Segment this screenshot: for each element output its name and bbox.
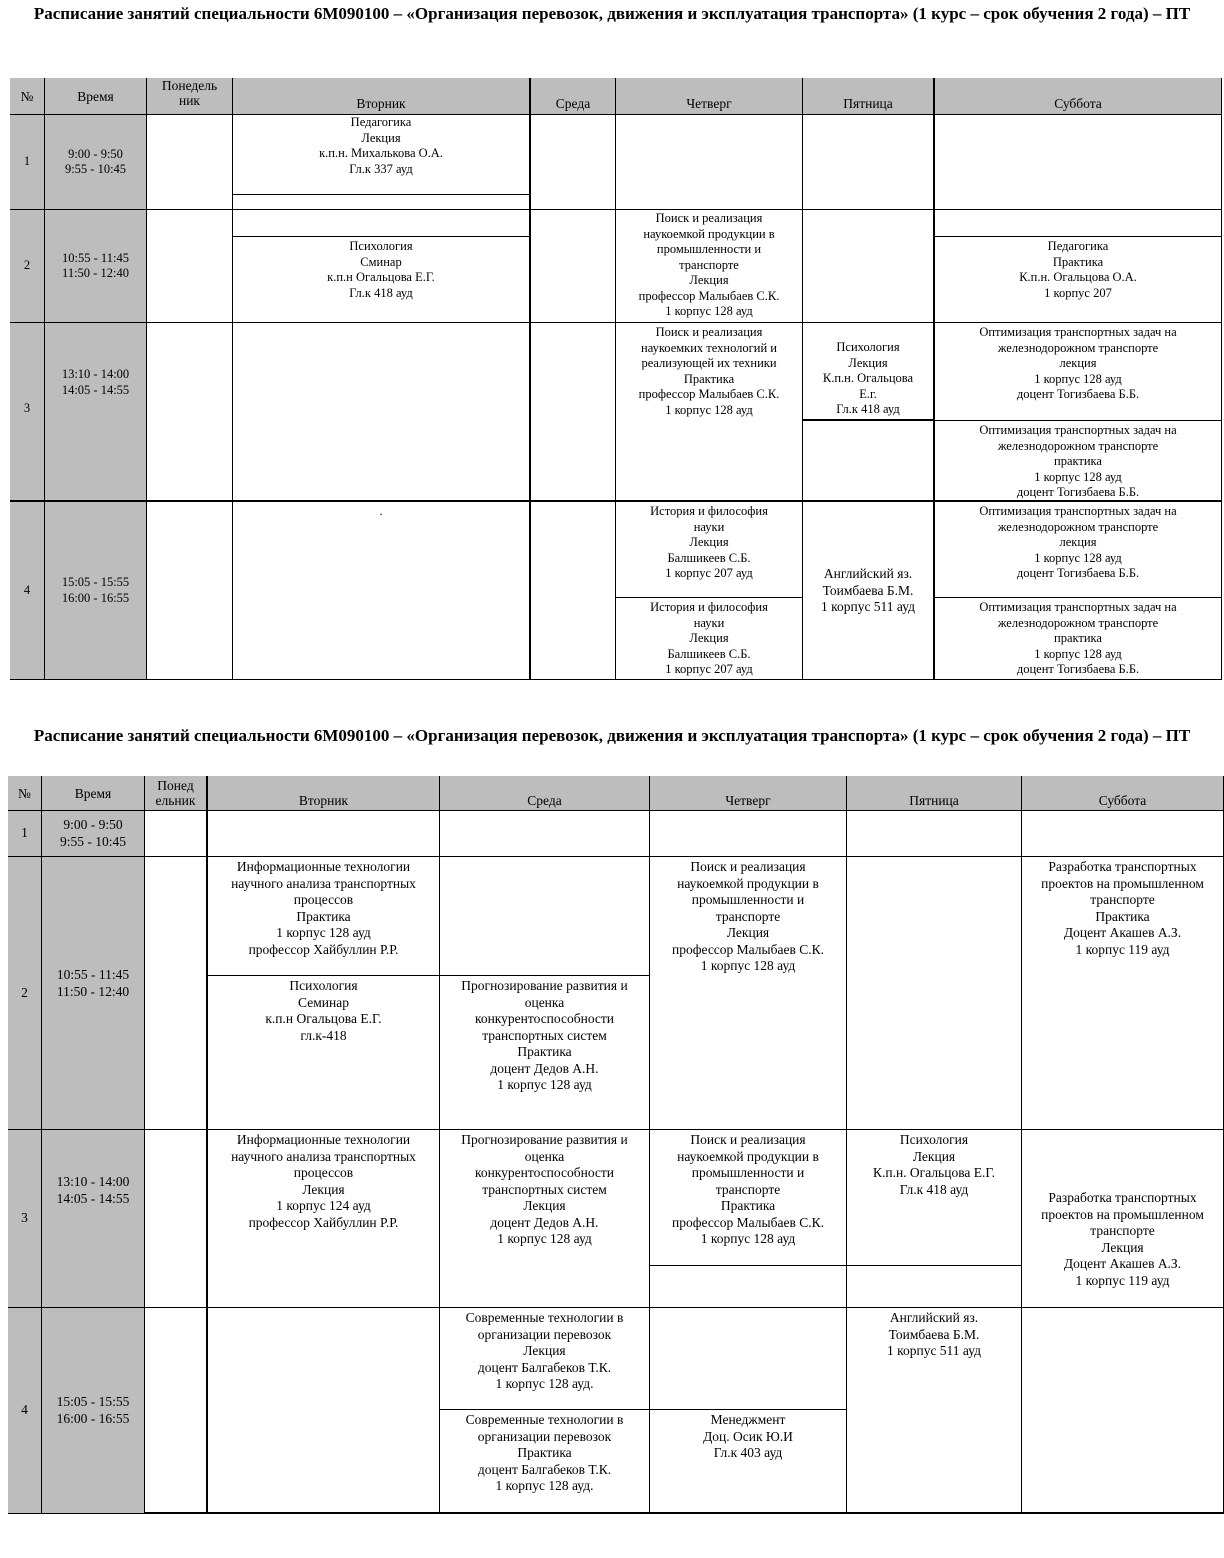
saturday-slot-4-lecture: Оптимизация транспортных задач на железнодорожном транспорте лекция 1 корпус 128 ауд доцент Тогизбаева Б.Б. [935,502,1222,598]
friday-slot-2 [847,857,1022,1130]
friday-slot-3-empty [803,421,935,502]
tuesday-slot-2-seminar: Психология Семинар к.п.н Огальцова Е.Г. гл.к-418 [208,976,440,1130]
row-number-2: 2 [8,857,42,1130]
tuesday-slot-3 [233,323,531,502]
header-time: Время [42,776,145,811]
monday-slot-1 [147,115,233,210]
saturday-slot-3: Разработка транспортных проектов на промышленном транспорте Лекция Доцент Акашев А.З. 1 корпус 119 ауд [1022,1130,1224,1308]
row-number-3: 3 [10,323,45,502]
header-saturday: Суббота [935,78,1222,115]
tuesday-slot-2-practice: Информационные технологии научного анализа транспортных процессов Практика 1 корпус 128 ауд профессор Хайбуллин Р.Р. [208,857,440,976]
tuesday-slot-1-empty [233,195,531,210]
header-saturday: Суббота [1022,776,1224,811]
header-monday: Понед ельник [145,776,208,811]
thursday-slot-1 [650,811,847,857]
friday-slot-1 [847,811,1022,857]
thursday-slot-4-second: История и философия науки Лекция Балшикеев С.Б. 1 корпус 207 ауд [616,598,803,680]
thursday-slot-4-empty [650,1308,847,1410]
friday-slot-3: Психология Лекция К.п.н. Огальцова Е.Г. Гл.к 418 ауд [847,1130,1022,1266]
wednesday-slot-1 [531,115,616,210]
header-num: № [10,78,45,115]
monday-slot-3 [147,323,233,502]
header-thursday: Четверг [650,776,847,811]
monday-slot-3 [145,1130,208,1308]
wednesday-slot-3: Прогнозирование развития и оценка конкурентоспособности транспортных систем Лекция доцент Дедов А.Н. 1 корпус 128 ауд [440,1130,650,1308]
wednesday-slot-2 [531,210,616,323]
saturday-slot-2-empty [935,210,1222,237]
saturday-slot-4 [1022,1308,1224,1514]
tuesday-slot-2: Психология Сминар к.п.н Огальцова Е.Г. Гл.к 418 ауд [233,237,531,323]
schedule-table-1 [10,78,1222,680]
header-monday: Понедель ник [147,78,233,115]
wednesday-slot-2: Прогнозирование развития и оценка конкурентоспособности транспортных систем Практика доцент Дедов А.Н. 1 корпус 128 ауд [440,976,650,1130]
header-time: Время [45,78,147,115]
tuesday-slot-1: Педагогика Лекция к.п.н. Михалькова О.А. Гл.к 337 ауд [233,115,531,195]
saturday-slot-1 [1022,811,1224,857]
header-tuesday: Вторник [208,776,440,811]
row-number-4: 4 [10,502,45,680]
schedule-title-2 [0,725,1224,747]
friday-slot-2 [803,210,935,323]
thursday-slot-3: Поиск и реализация наукоемкой продукции в промышленности и транспорте Практика профессор Малыбаев С.К. 1 корпус 128 ауд [650,1130,847,1266]
thursday-slot-2: Поиск и реализация наукоемкой продукции в промышленности и транспорте Лекция профессор Малыбаев С.К. 1 корпус 128 ауд [650,857,847,1130]
friday-slot-1 [803,115,935,210]
row-number-4: 4 [8,1308,42,1514]
time-slot-3: 13:10 - 14:00 14:05 - 14:55 [42,1130,145,1308]
time-slot-1: 9:00 - 9:50 9:55 - 10:45 [45,115,147,210]
tuesday-slot-1 [208,811,440,857]
thursday-slot-2: Поиск и реализация наукоемкой продукции в промышленности и транспорте Лекция профессор Малыбаев С.К. 1 корпус 128 ауд [616,210,803,323]
saturday-slot-3-practice: Оптимизация транспортных задач на железнодорожном транспорте практика 1 корпус 128 ауд доцент Тогизбаева Б.Б. [935,421,1222,502]
friday-slot-3-empty [847,1266,1022,1308]
friday-slot-4: Английский яз. Тоимбаева Б.М. 1 корпус 511 ауд [847,1308,1022,1514]
header-tuesday: Вторник [233,78,531,115]
schedule-title-2-line-2: (1 курс – срок обучения 2 года) – ПТ [912,726,1191,745]
friday-slot-3: Психология Лекция К.п.н. Огальцова Е.г. Гл.к 418 ауд [803,323,935,421]
tuesday-slot-2-empty [233,210,531,237]
thursday-slot-3-empty [650,1266,847,1308]
row-number-1: 1 [10,115,45,210]
header-thursday: Четверг [616,78,803,115]
saturday-slot-1 [935,115,1222,210]
schedule-title-1-line-2: (1 курс – срок обучения 2 года) – ПТ [912,4,1191,23]
schedule-title-1 [0,3,1224,25]
saturday-slot-2: Разработка транспортных проектов на промышленном транспорте Практика Доцент Акашев А.З. 1 корпус 119 ауд [1022,857,1224,1130]
time-slot-2: 10:55 - 11:45 11:50 - 12:40 [45,210,147,323]
time-slot-1: 9:00 - 9:50 9:55 - 10:45 [42,811,145,857]
monday-slot-2 [145,857,208,1130]
saturday-slot-4-practice: Оптимизация транспортных задач на железнодорожном транспорте практика 1 корпус 128 ауд доцент Тогизбаева Б.Б. [935,598,1222,680]
header-friday: Пятница [803,78,935,115]
thursday-slot-4-lecture: История и философия науки Лекция Балшикеев С.Б. 1 корпус 207 ауд [616,502,803,598]
schedule-table-2 [8,776,1224,1514]
time-slot-2: 10:55 - 11:45 11:50 - 12:40 [42,857,145,1130]
schedule-title-2-line-1: Расписание занятий специальности 6М090100 – «Организация перевозок, движения и эксплуатация транспорта» [33,726,909,745]
row-number-3: 3 [8,1130,42,1308]
schedule-title-1-line-1: Расписание занятий специальности 6М090100 – «Организация перевозок, движения и эксплуатация транспорта» [33,4,909,23]
header-friday: Пятница [847,776,1022,811]
time-slot-3: 13:10 - 14:00 14:05 - 14:55 [45,323,147,502]
monday-slot-4 [147,502,233,680]
wednesday-slot-2-empty [440,857,650,976]
header-wednesday: Среда [440,776,650,811]
monday-slot-4 [145,1308,208,1514]
thursday-slot-4: Менеджмент Доц. Осик Ю.И Гл.к 403 ауд [650,1410,847,1514]
tuesday-slot-4 [208,1308,440,1514]
time-slot-4: 15:05 - 15:55 16:00 - 16:55 [45,502,147,680]
time-slot-4: 15:05 - 15:55 16:00 - 16:55 [42,1308,145,1514]
monday-slot-1 [145,811,208,857]
row-number-1: 1 [8,811,42,857]
saturday-slot-3-lecture: Оптимизация транспортных задач на железнодорожном транспорте лекция 1 корпус 128 ауд доцент Тогизбаева Б.Б. [935,323,1222,421]
wednesday-slot-4-lecture: Современные технологии в организации перевозок Лекция доцент Балгабеков Т.К. 1 корпус 128 ауд. [440,1308,650,1410]
friday-slot-4: Английский яз. Тоимбаева Б.М. 1 корпус 511 ауд [803,502,935,680]
header-num: № [8,776,42,811]
row-number-2: 2 [10,210,45,323]
thursday-slot-1 [616,115,803,210]
wednesday-slot-4-practice: Современные технологии в организации перевозок Практика доцент Балгабеков Т.К. 1 корпус 128 ауд. [440,1410,650,1514]
saturday-slot-2: Педагогика Практика К.п.н. Огальцова О.А. 1 корпус 207 [935,237,1222,323]
wednesday-slot-3 [531,323,616,502]
tuesday-slot-3: Информационные технологии научного анализа транспортных процессов Лекция 1 корпус 124 ауд профессор Хайбуллин Р.Р. [208,1130,440,1308]
thursday-slot-3: Поиск и реализация наукоемких технологий и реализующей их техники Практика профессор Малыбаев С.К. 1 корпус 128 ауд [616,323,803,502]
wednesday-slot-4 [531,502,616,680]
wednesday-slot-1 [440,811,650,857]
monday-slot-2 [147,210,233,323]
tuesday-slot-4: . [233,502,531,680]
header-wednesday: Среда [531,78,616,115]
